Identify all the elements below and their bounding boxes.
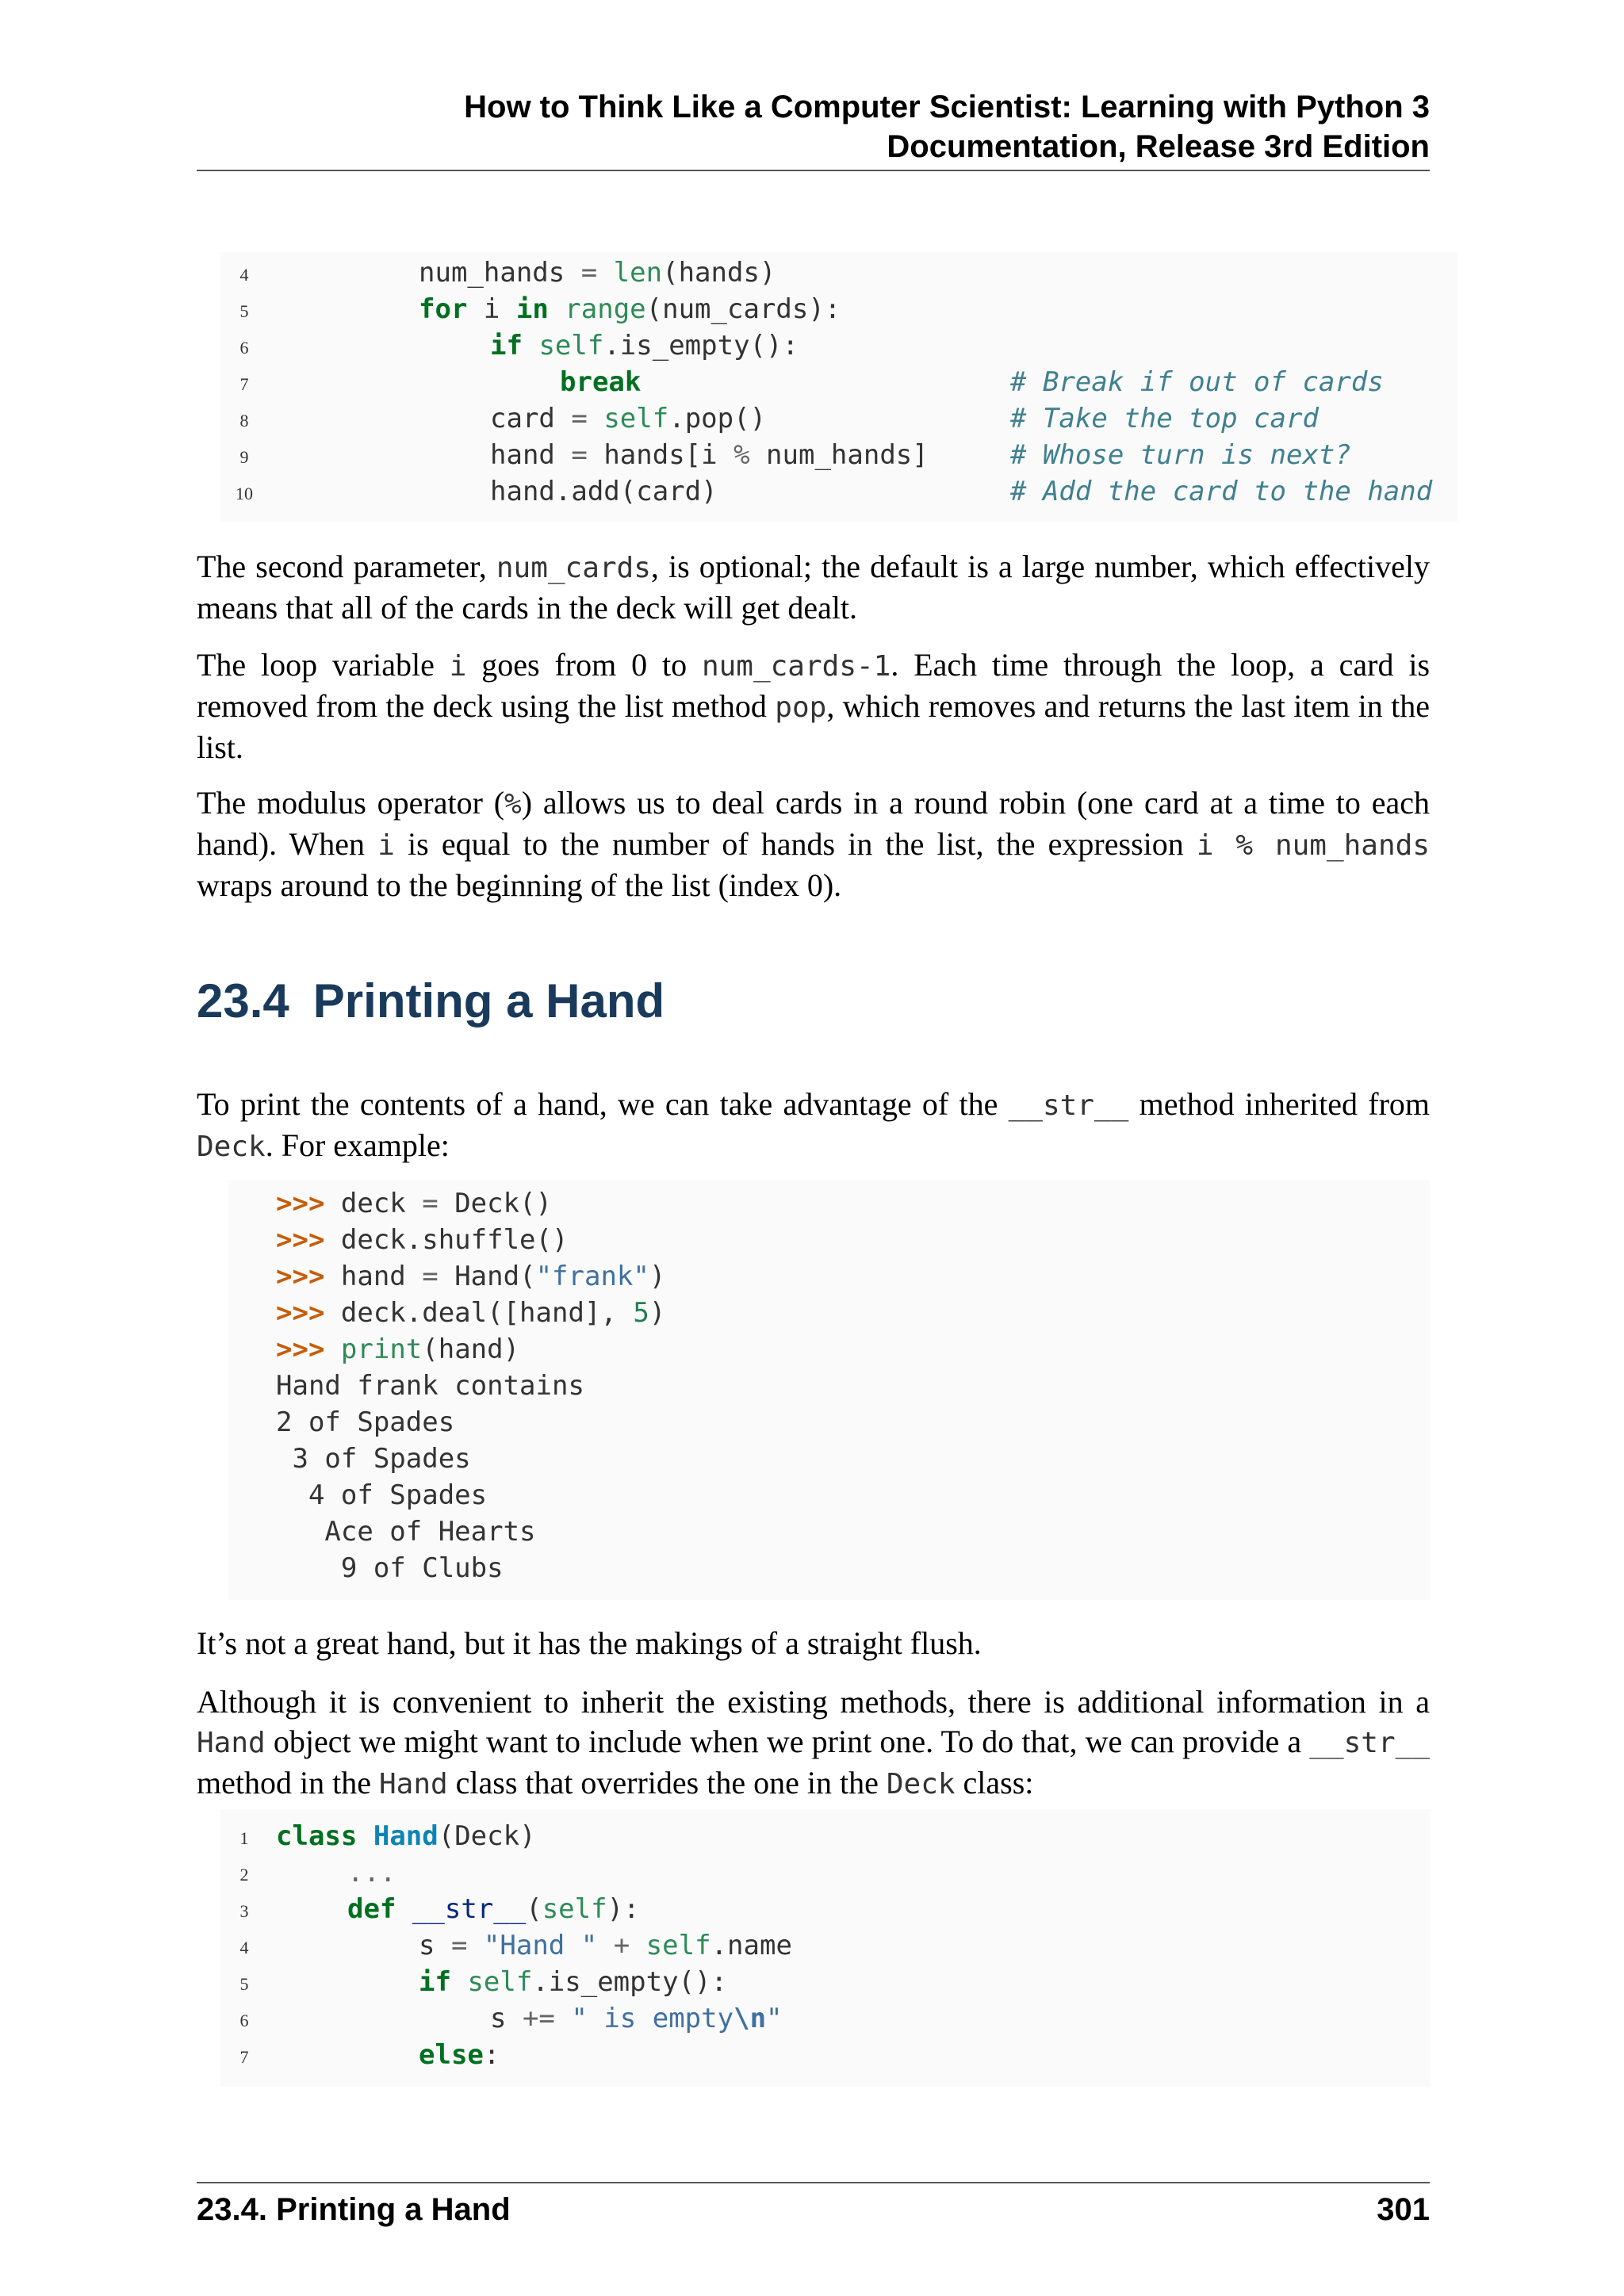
- code-line: class Hand(Deck): [276, 1820, 536, 1852]
- code-comment: # Break if out of cards: [1010, 366, 1384, 398]
- line-number: 5: [239, 1974, 249, 1994]
- paragraph-num-cards: The second parameter, num_cards, is optional; the default is a large number, which effectively means that all of the cards in the deck will get dealt.: [197, 549, 1430, 626]
- session-line: >>> deck = Deck(): [276, 1188, 553, 1219]
- code-comment: # Add the card to the hand: [1010, 476, 1433, 507]
- section-number: 23.4: [197, 974, 289, 1027]
- header-rule: [197, 170, 1430, 171]
- line-number: 7: [239, 374, 249, 394]
- code-line: num_hands = len(hands): [419, 257, 776, 289]
- session-line: >>> hand = Hand("frank"): [276, 1261, 666, 1292]
- session-output: 4 of Spades: [276, 1479, 488, 1511]
- session-line: >>> print(hand): [276, 1334, 520, 1365]
- paragraph-modulus: The modulus operator (%) allows us to deal cards in a round robin (one card at a time to each hand). When i is equal to the number of hands in the list, the expression i % num_hands wraps around to the beginning of the list (index 0).: [197, 785, 1431, 903]
- code-line: if self.is_empty():: [490, 330, 799, 362]
- paragraph-print-hand: To print the contents of a hand, we can take advantage of the __str__ method inherited from Deck. For example:: [197, 1086, 1430, 1163]
- paragraph-straight-flush: It’s not a great hand, but it has the makings of a straight flush.: [197, 1625, 982, 1661]
- line-number: 6: [239, 2011, 249, 2030]
- page-number: 301: [1377, 2192, 1430, 2227]
- line-number: 10: [236, 484, 253, 503]
- line-number: 3: [239, 1901, 249, 1921]
- code-line: def __str__(self):: [347, 1893, 640, 1925]
- line-number: 9: [239, 447, 249, 467]
- paragraph-override-str: Although it is convenient to inherit the existing methods, there is additional information in a Hand object we might want to include when we print one. To do that, we can provide a __str__ method in the Hand class that overrides the one in the Deck class:: [197, 1684, 1430, 1800]
- footer-rule: [197, 2182, 1430, 2183]
- code-line: ...: [347, 1857, 396, 1888]
- session-output: Hand frank contains: [276, 1370, 584, 1402]
- session-output: 9 of Clubs: [276, 1552, 504, 1584]
- footer-section: 23.4. Printing a Hand: [197, 2192, 511, 2227]
- code-line: s = "Hand " + self.name: [419, 1930, 792, 1961]
- code-line: s += " is empty\n": [490, 2003, 783, 2034]
- line-number: 6: [239, 338, 249, 358]
- session-output: Ace of Hearts: [276, 1516, 536, 1548]
- code-line: hand.add(card): [490, 476, 718, 507]
- code-line: break: [560, 366, 642, 398]
- line-number: 5: [239, 301, 249, 321]
- session-output: 2 of Spades: [276, 1406, 455, 1438]
- code-comment: # Take the top card: [1010, 403, 1319, 434]
- header-title-line2: Documentation, Release 3rd Edition: [887, 129, 1430, 164]
- section-heading: [197, 974, 665, 1029]
- line-number: 8: [239, 411, 249, 430]
- running-header: [197, 87, 1430, 166]
- session-line: >>> deck.shuffle(): [276, 1224, 569, 1256]
- code-block-hand-class: [220, 1809, 1430, 2087]
- code-line: if self.is_empty():: [419, 1966, 727, 1998]
- code-line: else:: [419, 2039, 500, 2071]
- section-title: Printing a Hand: [312, 974, 665, 1027]
- code-comment: # Whose turn is next?: [1010, 439, 1351, 471]
- code-block-session: [228, 1180, 1430, 1600]
- line-number: 1: [239, 1828, 249, 1848]
- header-title-line1: How to Think Like a Computer Scientist: Learning with Python 3: [464, 90, 1430, 124]
- line-number: 2: [239, 1865, 249, 1885]
- session-output: 3 of Spades: [276, 1443, 471, 1475]
- code-line: hand = hands[i % num_hands]: [490, 439, 929, 471]
- paragraph-loop-variable: The loop variable i goes from 0 to num_cards-1. Each time through the loop, a card is removed from the deck using the list method pop, which removes and returns the last item in the list.: [197, 647, 1431, 765]
- code-block-deal: [220, 252, 1457, 522]
- code-line: card = self.pop(): [490, 403, 767, 434]
- code-line: for i in range(num_cards):: [419, 293, 841, 325]
- line-number: 4: [239, 1938, 249, 1957]
- session-line: >>> deck.deal([hand], 5): [276, 1297, 666, 1329]
- line-number: 7: [239, 2047, 249, 2067]
- line-number: 4: [239, 265, 249, 285]
